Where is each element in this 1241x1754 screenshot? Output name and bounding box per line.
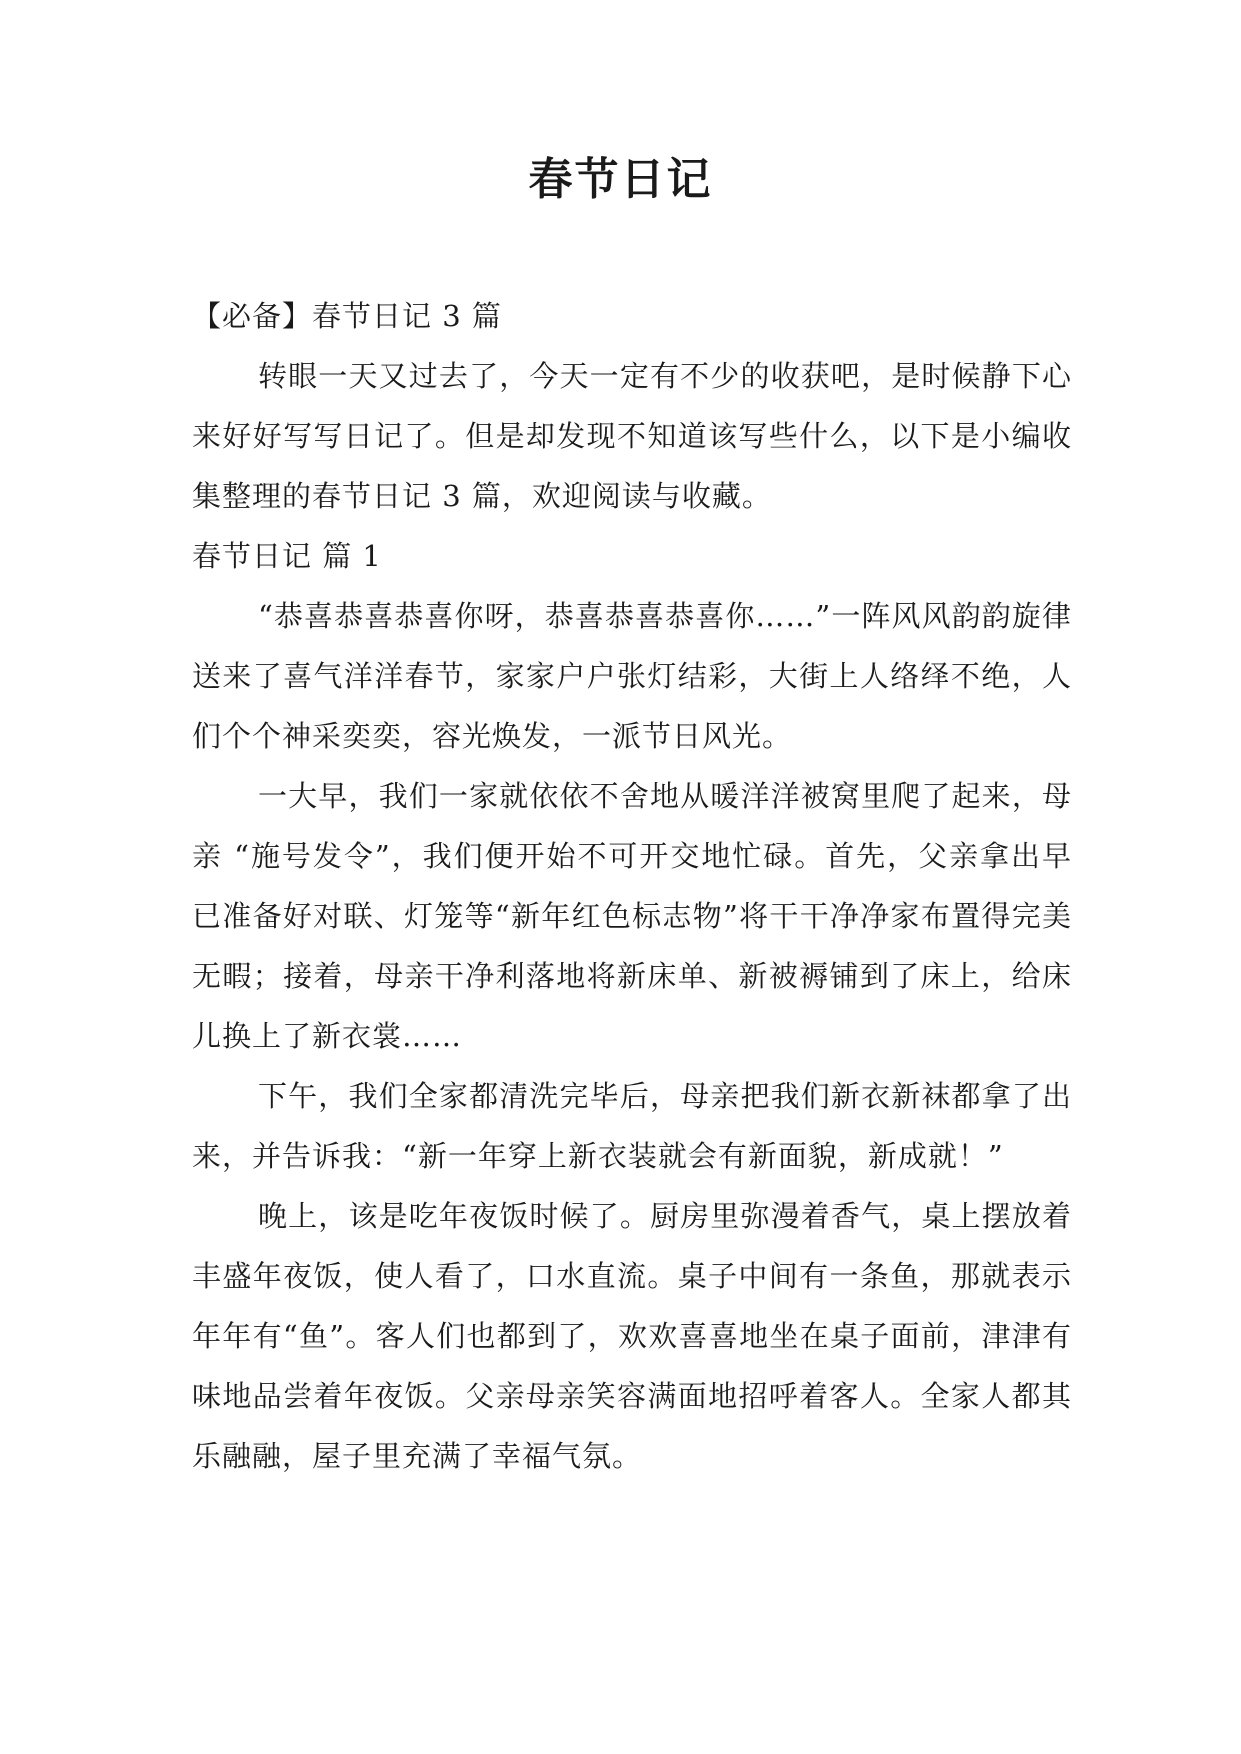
document-body: [192, 286, 1072, 1486]
document-subtitle: 【必备】春节日记 3 篇: [192, 299, 502, 333]
document-title: 春节日记: [528, 154, 713, 205]
section-heading: 春节日记 篇 1: [192, 539, 382, 573]
body-paragraph: 一大早，我们一家就依依不舍地从暖洋洋被窝里爬了起来，母亲 “施号发令”，我们便开始不可开交地忙碌。首先，父亲拿出早已准备好对联、灯笼等“新年红色标志物”将干干净净家布置得完美无暇；接着，母亲干净利落地将新床单、新被褥铺到了床上，给床儿换上了新衣裳……: [192, 779, 1072, 1053]
body-paragraph: 晚上，该是吃年夜饭时候了。厨房里弥漫着香气，桌上摆放着丰盛年夜饭，使人看了，口水直流。桌子中间有一条鱼，那就表示年年有“鱼”。客人们也都到了，欢欢喜喜地坐在桌子面前，津津有味地品尝着年夜饭。父亲母亲笑容满面地招呼着客人。全家人都其乐融融，屋子里充满了幸福气氛。: [192, 1199, 1072, 1473]
body-paragraph: “恭喜恭喜恭喜你呀，恭喜恭喜恭喜你……”一阵风风韵韵旋律送来了喜气洋洋春节，家家户户张灯结彩，大街上人络绎不绝，人们个个神采奕奕，容光焕发，一派节日风光。: [192, 599, 1072, 753]
body-paragraph: 下午，我们全家都清洗完毕后，母亲把我们新衣新袜都拿了出来，并告诉我：“新一年穿上新衣装就会有新面貌，新成就！”: [192, 1079, 1072, 1173]
intro-paragraph: 转眼一天又过去了，今天一定有不少的收获吧，是时候静下心来好好写写日记了。但是却发现不知道该写些什么，以下是小编收集整理的春节日记 3 篇，欢迎阅读与收藏。: [192, 359, 1072, 513]
